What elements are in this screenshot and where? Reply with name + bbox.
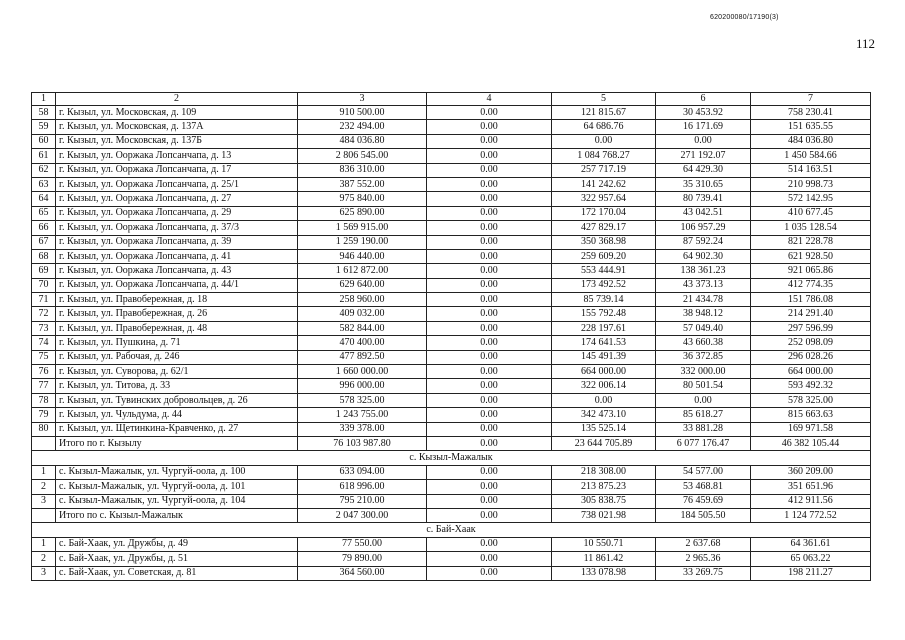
col6-value: 43 660.38 — [656, 336, 751, 350]
row-number: 62 — [32, 163, 56, 177]
col7-value: 621 928.50 — [751, 249, 871, 263]
col5-value: 64 686.76 — [552, 120, 656, 134]
col4-value: 0.00 — [427, 566, 552, 580]
row-number: 66 — [32, 221, 56, 235]
column-header: 3 — [298, 93, 427, 106]
col5-value: 738 021.98 — [552, 508, 656, 522]
col4-value: 0.00 — [427, 494, 552, 508]
col5-value: 133 078.98 — [552, 566, 656, 580]
address-cell: г. Кызыл, ул. Пушкина, д. 71 — [56, 336, 298, 350]
table-row — [32, 350, 871, 364]
row-number: 64 — [32, 192, 56, 206]
col4-value: 0.00 — [427, 422, 552, 436]
col3-value: 578 325.00 — [298, 393, 427, 407]
row-number: 3 — [32, 494, 56, 508]
column-header: 1 — [32, 93, 56, 106]
col3-value: 232 494.00 — [298, 120, 427, 134]
col7-value: 484 036.80 — [751, 134, 871, 148]
data-table — [31, 92, 871, 581]
col7-value: 1 124 772.52 — [751, 508, 871, 522]
col5-value: 664 000.00 — [552, 365, 656, 379]
col5-value: 11 861.42 — [552, 552, 656, 566]
table-row — [32, 365, 871, 379]
col4-value: 0.00 — [427, 134, 552, 148]
col5-value: 228 197.61 — [552, 321, 656, 335]
address-cell: г. Кызыл, ул. Ооржака Лопсанчапа, д. 17 — [56, 163, 298, 177]
address-cell: Итого по с. Кызыл-Мажалык — [56, 508, 298, 522]
col3-value: 364 560.00 — [298, 566, 427, 580]
col6-value: 21 434.78 — [656, 293, 751, 307]
col4-value: 0.00 — [427, 221, 552, 235]
col7-value: 921 065.86 — [751, 264, 871, 278]
address-cell: г. Кызыл, ул. Ооржака Лопсанчапа, д. 41 — [56, 249, 298, 263]
col7-value: 578 325.00 — [751, 393, 871, 407]
address-cell: с. Кызыл-Мажалык, ул. Чургуй-оола, д. 104 — [56, 494, 298, 508]
col6-value: 43 373.13 — [656, 278, 751, 292]
col7-value: 169 971.58 — [751, 422, 871, 436]
address-cell: г. Кызыл, ул. Ооржака Лопсанчапа, д. 27 — [56, 192, 298, 206]
col5-value: 0.00 — [552, 393, 656, 407]
col5-value: 553 444.91 — [552, 264, 656, 278]
col5-value: 173 492.52 — [552, 278, 656, 292]
address-cell: г. Кызыл, ул. Рабочая, д. 246 — [56, 350, 298, 364]
row-number: 74 — [32, 336, 56, 350]
col6-value: 36 372.85 — [656, 350, 751, 364]
col3-value: 1 243 755.00 — [298, 408, 427, 422]
col4-value: 0.00 — [427, 537, 552, 551]
col3-value: 975 840.00 — [298, 192, 427, 206]
row-number: 71 — [32, 293, 56, 307]
col6-value: 30 453.92 — [656, 106, 751, 120]
section-title: с. Бай-Хаак — [32, 523, 871, 537]
row-number: 69 — [32, 264, 56, 278]
address-cell: г. Кызыл, ул. Московская, д. 137Б — [56, 134, 298, 148]
table-row — [32, 120, 871, 134]
address-cell: с. Кызыл-Мажалык, ул. Чургуй-оола, д. 100 — [56, 465, 298, 479]
col6-value: 80 501.54 — [656, 379, 751, 393]
col4-value: 0.00 — [427, 393, 552, 407]
col3-value: 1 612 872.00 — [298, 264, 427, 278]
col4-value: 0.00 — [427, 379, 552, 393]
col6-value: 16 171.69 — [656, 120, 751, 134]
row-number: 67 — [32, 235, 56, 249]
address-cell: г. Кызыл, ул. Московская, д. 109 — [56, 106, 298, 120]
col7-value: 297 596.99 — [751, 321, 871, 335]
col4-value: 0.00 — [427, 163, 552, 177]
col4-value: 0.00 — [427, 206, 552, 220]
address-cell: г. Кызыл, ул. Ооржака Лопсанчапа, д. 44/1 — [56, 278, 298, 292]
col4-value: 0.00 — [427, 235, 552, 249]
column-header: 4 — [427, 93, 552, 106]
col3-value: 409 032.00 — [298, 307, 427, 321]
col6-value: 138 361.23 — [656, 264, 751, 278]
col6-value: 33 881.28 — [656, 422, 751, 436]
col5-value: 145 491.39 — [552, 350, 656, 364]
table-row — [32, 408, 871, 422]
row-number: 73 — [32, 321, 56, 335]
col6-value: 53 468.81 — [656, 480, 751, 494]
col5-value: 322 957.64 — [552, 192, 656, 206]
col4-value: 0.00 — [427, 408, 552, 422]
col6-value: 271 192.07 — [656, 149, 751, 163]
col5-value: 10 550.71 — [552, 537, 656, 551]
col4-value: 0.00 — [427, 249, 552, 263]
table-row — [32, 537, 871, 551]
table-row — [32, 221, 871, 235]
col5-value: 257 717.19 — [552, 163, 656, 177]
page-number: 112 — [855, 36, 875, 51]
row-number: 2 — [32, 552, 56, 566]
col6-value: 33 269.75 — [656, 566, 751, 580]
col3-value: 387 552.00 — [298, 177, 427, 191]
row-number: 75 — [32, 350, 56, 364]
col7-value: 1 035 128.54 — [751, 221, 871, 235]
col6-value: 43 042.51 — [656, 206, 751, 220]
total-row — [32, 436, 871, 450]
address-cell: с. Бай-Хаак, ул. Советская, д. 81 — [56, 566, 298, 580]
address-cell: с. Кызыл-Мажалык, ул. Чургуй-оола, д. 101 — [56, 480, 298, 494]
address-cell: г. Кызыл, ул. Тувинских добровольцев, д. 26 — [56, 393, 298, 407]
col4-value: 0.00 — [427, 436, 552, 450]
col4-value: 0.00 — [427, 465, 552, 479]
col5-value: 305 838.75 — [552, 494, 656, 508]
table-row — [32, 264, 871, 278]
address-cell: г. Кызыл, ул. Чульдума, д. 44 — [56, 408, 298, 422]
total-row — [32, 508, 871, 522]
col4-value: 0.00 — [427, 336, 552, 350]
row-number: 3 — [32, 566, 56, 580]
col4-value: 0.00 — [427, 149, 552, 163]
address-cell: г. Кызыл, ул. Ооржака Лопсанчапа, д. 43 — [56, 264, 298, 278]
row-number: 59 — [32, 120, 56, 134]
address-cell: г. Кызыл, ул. Правобережная, д. 26 — [56, 307, 298, 321]
table-row — [32, 192, 871, 206]
col7-value: 151 635.55 — [751, 120, 871, 134]
col6-value: 6 077 176.47 — [656, 436, 751, 450]
table-row — [32, 379, 871, 393]
col3-value: 629 640.00 — [298, 278, 427, 292]
row-number: 1 — [32, 537, 56, 551]
col7-value: 1 450 584.66 — [751, 149, 871, 163]
row-number: 78 — [32, 393, 56, 407]
address-cell: г. Кызыл, ул. Ооржака Лопсанчапа, д. 37/3 — [56, 221, 298, 235]
col7-value: 252 098.09 — [751, 336, 871, 350]
col3-value: 2 047 300.00 — [298, 508, 427, 522]
row-number: 76 — [32, 365, 56, 379]
col4-value: 0.00 — [427, 321, 552, 335]
col7-value: 360 209.00 — [751, 465, 871, 479]
col5-value: 121 815.67 — [552, 106, 656, 120]
col7-value: 296 028.26 — [751, 350, 871, 364]
col3-value: 2 806 545.00 — [298, 149, 427, 163]
row-number: 68 — [32, 249, 56, 263]
address-cell: с. Бай-Хаак, ул. Дружбы, д. 49 — [56, 537, 298, 551]
col5-value: 155 792.48 — [552, 307, 656, 321]
table-row — [32, 465, 871, 479]
col4-value: 0.00 — [427, 365, 552, 379]
col6-value: 0.00 — [656, 393, 751, 407]
col4-value: 0.00 — [427, 350, 552, 364]
col7-value: 151 786.08 — [751, 293, 871, 307]
row-number: 60 — [32, 134, 56, 148]
col6-value: 64 429.30 — [656, 163, 751, 177]
address-cell: г. Кызыл, ул. Ооржака Лопсанчапа, д. 13 — [56, 149, 298, 163]
col3-value: 946 440.00 — [298, 249, 427, 263]
col6-value: 54 577.00 — [656, 465, 751, 479]
col4-value: 0.00 — [427, 293, 552, 307]
row-number: 77 — [32, 379, 56, 393]
row-number — [32, 508, 56, 522]
col5-value: 213 875.23 — [552, 480, 656, 494]
table-row — [32, 422, 871, 436]
table-row — [32, 293, 871, 307]
col6-value: 87 592.24 — [656, 235, 751, 249]
col7-value: 198 211.27 — [751, 566, 871, 580]
col5-value: 141 242.62 — [552, 177, 656, 191]
address-cell: г. Кызыл, ул. Ооржака Лопсанчапа, д. 29 — [56, 206, 298, 220]
col4-value: 0.00 — [427, 106, 552, 120]
col3-value: 1 569 915.00 — [298, 221, 427, 235]
col5-value: 85 739.14 — [552, 293, 656, 307]
col7-value: 514 163.51 — [751, 163, 871, 177]
header-row — [32, 93, 871, 106]
table-row — [32, 494, 871, 508]
row-number: 61 — [32, 149, 56, 163]
col7-value: 410 677.45 — [751, 206, 871, 220]
table-row — [32, 321, 871, 335]
col5-value: 259 609.20 — [552, 249, 656, 263]
address-cell: г. Кызыл, ул. Ооржака Лопсанчапа, д. 25/1 — [56, 177, 298, 191]
col6-value: 332 000.00 — [656, 365, 751, 379]
table-row — [32, 566, 871, 580]
address-cell: с. Бай-Хаак, ул. Дружбы, д. 51 — [56, 552, 298, 566]
table-row — [32, 393, 871, 407]
col5-value: 218 308.00 — [552, 465, 656, 479]
row-number: 1 — [32, 465, 56, 479]
address-cell: г. Кызыл, ул. Ооржака Лопсанчапа, д. 39 — [56, 235, 298, 249]
table-row — [32, 307, 871, 321]
address-cell: г. Кызыл, ул. Титова, д. 33 — [56, 379, 298, 393]
col7-value: 593 492.32 — [751, 379, 871, 393]
table-row — [32, 552, 871, 566]
col3-value: 625 890.00 — [298, 206, 427, 220]
table-row — [32, 134, 871, 148]
col3-value: 795 210.00 — [298, 494, 427, 508]
address-cell: г. Кызыл, ул. Правобережная, д. 48 — [56, 321, 298, 335]
row-number: 63 — [32, 177, 56, 191]
table-row — [32, 106, 871, 120]
col6-value: 2 637.68 — [656, 537, 751, 551]
col6-value: 57 049.40 — [656, 321, 751, 335]
col4-value: 0.00 — [427, 552, 552, 566]
column-header: 5 — [552, 93, 656, 106]
col5-value: 427 829.17 — [552, 221, 656, 235]
col3-value: 1 660 000.00 — [298, 365, 427, 379]
col7-value: 412 774.35 — [751, 278, 871, 292]
col7-value: 214 291.40 — [751, 307, 871, 321]
col5-value: 135 525.14 — [552, 422, 656, 436]
col5-value: 23 644 705.89 — [552, 436, 656, 450]
section-header-row — [32, 451, 871, 465]
col3-value: 77 550.00 — [298, 537, 427, 551]
col3-value: 79 890.00 — [298, 552, 427, 566]
row-number: 58 — [32, 106, 56, 120]
col7-value: 351 651.96 — [751, 480, 871, 494]
row-number: 2 — [32, 480, 56, 494]
table-row — [32, 235, 871, 249]
col4-value: 0.00 — [427, 177, 552, 191]
col7-value: 64 361.61 — [751, 537, 871, 551]
col6-value: 0.00 — [656, 134, 751, 148]
col7-value: 664 000.00 — [751, 365, 871, 379]
table-row — [32, 480, 871, 494]
col5-value: 350 368.98 — [552, 235, 656, 249]
col7-value: 572 142.95 — [751, 192, 871, 206]
col6-value: 80 739.41 — [656, 192, 751, 206]
column-header: 6 — [656, 93, 751, 106]
row-number: 65 — [32, 206, 56, 220]
col6-value: 64 902.30 — [656, 249, 751, 263]
column-header: 2 — [56, 93, 298, 106]
col5-value: 174 641.53 — [552, 336, 656, 350]
row-number: 80 — [32, 422, 56, 436]
col3-value: 339 378.00 — [298, 422, 427, 436]
col5-value: 1 084 768.27 — [552, 149, 656, 163]
col4-value: 0.00 — [427, 120, 552, 134]
col4-value: 0.00 — [427, 307, 552, 321]
table-row — [32, 249, 871, 263]
col6-value: 35 310.65 — [656, 177, 751, 191]
col3-value: 258 960.00 — [298, 293, 427, 307]
col3-value: 477 892.50 — [298, 350, 427, 364]
col7-value: 758 230.41 — [751, 106, 871, 120]
row-number: 72 — [32, 307, 56, 321]
col3-value: 633 094.00 — [298, 465, 427, 479]
row-number: 70 — [32, 278, 56, 292]
col7-value: 65 063.22 — [751, 552, 871, 566]
table-row — [32, 336, 871, 350]
col4-value: 0.00 — [427, 480, 552, 494]
col6-value: 106 957.29 — [656, 221, 751, 235]
col3-value: 484 036.80 — [298, 134, 427, 148]
col7-value: 815 663.63 — [751, 408, 871, 422]
col3-value: 618 996.00 — [298, 480, 427, 494]
col3-value: 76 103 987.80 — [298, 436, 427, 450]
col3-value: 910 500.00 — [298, 106, 427, 120]
col7-value: 46 382 105.44 — [751, 436, 871, 450]
col7-value: 210 998.73 — [751, 177, 871, 191]
col5-value: 0.00 — [552, 134, 656, 148]
table-row — [32, 206, 871, 220]
address-cell: г. Кызыл, ул. Московская, д. 137А — [56, 120, 298, 134]
col6-value: 38 948.12 — [656, 307, 751, 321]
col7-value: 412 911.56 — [751, 494, 871, 508]
col3-value: 836 310.00 — [298, 163, 427, 177]
col5-value: 342 473.10 — [552, 408, 656, 422]
col7-value: 821 228.78 — [751, 235, 871, 249]
address-cell: Итого по г. Кызылу — [56, 436, 298, 450]
table-row — [32, 163, 871, 177]
address-cell: г. Кызыл, ул. Правобережная, д. 18 — [56, 293, 298, 307]
table-row — [32, 278, 871, 292]
col6-value: 2 965.36 — [656, 552, 751, 566]
section-header-row — [32, 523, 871, 537]
col5-value: 172 170.04 — [552, 206, 656, 220]
address-cell: г. Кызыл, ул. Суворова, д. 62/1 — [56, 365, 298, 379]
table-row — [32, 177, 871, 191]
col5-value: 322 006.14 — [552, 379, 656, 393]
col6-value: 76 459.69 — [656, 494, 751, 508]
col3-value: 996 000.00 — [298, 379, 427, 393]
col4-value: 0.00 — [427, 264, 552, 278]
row-number: 79 — [32, 408, 56, 422]
column-header: 7 — [751, 93, 871, 106]
col4-value: 0.00 — [427, 278, 552, 292]
section-title: с. Кызыл-Мажалык — [32, 451, 871, 465]
col6-value: 85 618.27 — [656, 408, 751, 422]
col3-value: 582 844.00 — [298, 321, 427, 335]
row-number — [32, 436, 56, 450]
document-id: 620200080/17190(3) — [710, 14, 779, 21]
col3-value: 470 400.00 — [298, 336, 427, 350]
col4-value: 0.00 — [427, 192, 552, 206]
col6-value: 184 505.50 — [656, 508, 751, 522]
col3-value: 1 259 190.00 — [298, 235, 427, 249]
address-cell: г. Кызыл, ул. Щетинкина-Кравченко, д. 27 — [56, 422, 298, 436]
col4-value: 0.00 — [427, 508, 552, 522]
table-row — [32, 149, 871, 163]
